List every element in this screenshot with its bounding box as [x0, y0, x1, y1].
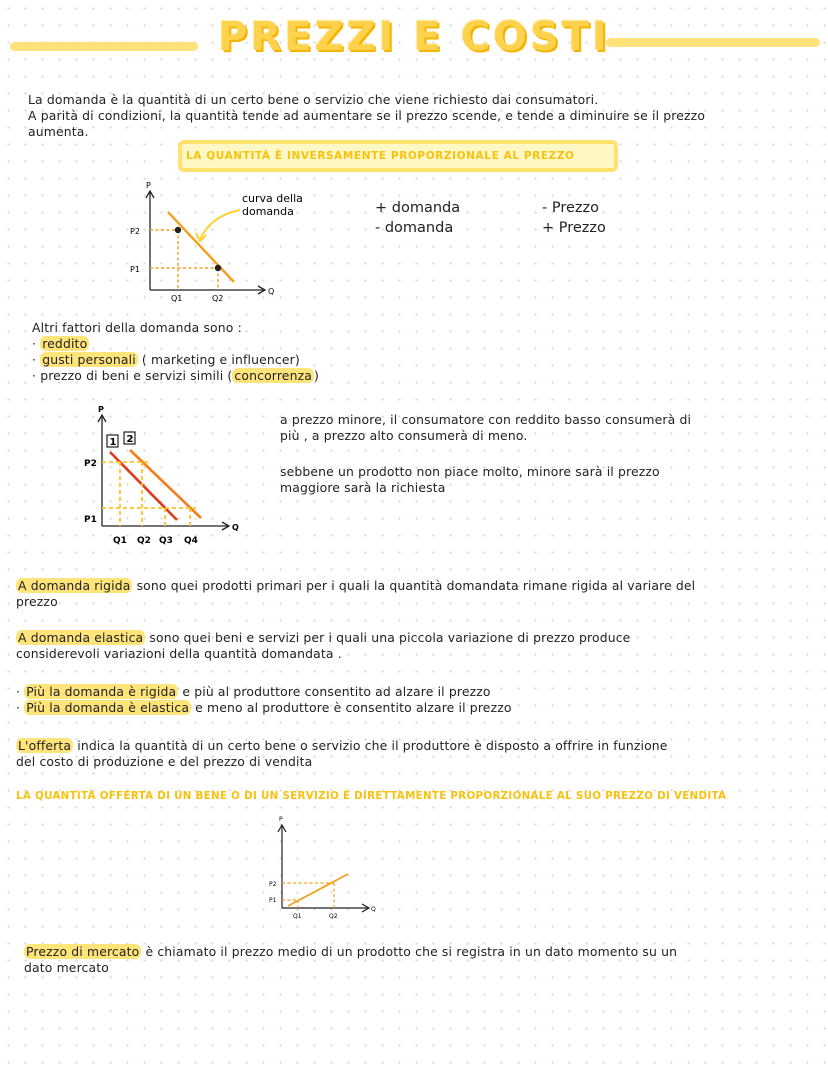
factor-similar-prices: · prezzo di beni e servizi simili ( concorrenza )	[32, 368, 319, 383]
elastic-demand-line-1	[16, 630, 630, 645]
graph1-p1: P1	[130, 265, 140, 274]
rigid-demand-line-2: prezzo	[16, 594, 58, 609]
rigid-demand-line-1	[16, 578, 695, 593]
bullet-elastic: · Più la domanda è elastica e meno al produttore è consentito alzare il prezzo	[16, 700, 512, 715]
bullet-elastic-rest: e meno al produttore è consentito alzare il prezzo	[191, 700, 512, 715]
offer-hl: L'offerta	[18, 738, 72, 753]
factor-competition-hl: concorrenza	[234, 368, 312, 383]
relation-more-demand: + domanda	[375, 200, 461, 216]
intro-line-1: La domanda è la quantità di un certo bene o servizio che viene richiesto dai consumatori.	[28, 92, 599, 107]
market-price-rest: è chiamato il prezzo medio di un prodotto che si registra in un dato momento su un	[141, 944, 678, 959]
demand-curve-graph	[118, 178, 328, 303]
bullet-elastic-hl: Più la domanda è elastica	[26, 700, 190, 715]
graph2-q3: Q3	[159, 536, 173, 546]
graph2-q4: Q4	[184, 536, 198, 546]
graph2-q1: Q1	[113, 536, 127, 546]
banner-inverse-text: LA QUANTITÀ È INVERSAMENTE PROPORZIONALE AL PREZZO	[186, 150, 575, 162]
factor-similar-a: prezzo di beni e servizi simili (	[40, 368, 233, 383]
page-title: PREZZI E COSTI	[218, 14, 610, 60]
graph2-q-label: Q	[232, 523, 239, 532]
elastic-demand-line-2: considerevoli variazioni della quantità domandata .	[16, 646, 342, 661]
explain-a-line-1: a prezzo minore, il consumatore con reddito basso consumerà di	[280, 412, 692, 427]
graph2-p-label: P	[98, 405, 104, 414]
market-price-line-1	[24, 944, 677, 959]
factor-taste: · gusti personali ( marketing e influencer)	[32, 352, 300, 367]
supply-curve-graph	[262, 808, 382, 924]
graph3-p-label: P	[279, 816, 283, 823]
banner-direct-text: LA QUANTITÀ OFFERTA DI UN BENE O DI UN SERVIZIO È DIRETTAMENTE PROPORZIONALE AL SUO PREZZO DI VENDITA	[16, 790, 727, 802]
graph3-q-label: Q	[371, 906, 376, 913]
bullet-rigid-hl: Più la domanda è rigida	[26, 684, 177, 699]
market-price-hl: Prezzo di mercato	[26, 944, 140, 959]
graph3-p2: P2	[269, 881, 277, 888]
factor-taste-rest: ( marketing e influencer)	[137, 352, 300, 367]
graph1-p-label: P	[146, 181, 151, 190]
graph1-p2: P2	[130, 227, 140, 236]
graph1-curve-label-2: domanda	[242, 205, 294, 218]
income-shift-graph	[80, 402, 250, 550]
market-price-line-2: dato mercato	[24, 960, 109, 975]
explain-b-line-1: sebbene un prodotto non piace molto, minore sarà il prezzo	[280, 464, 660, 479]
elastic-demand-rest: sono quei beni e servizi per i quali una piccola variazione di prezzo produce	[145, 630, 631, 645]
graph2-box2: 2	[126, 434, 134, 445]
graph1-q-label: Q	[268, 287, 275, 296]
graph1-q2: Q2	[212, 294, 224, 303]
intro-line-2: A parità di condizioni, la quantità tende ad aumentare se il prezzo scende, e tende a diminuire se il prezzo	[28, 108, 706, 123]
graph1-curve-label-1: curva della	[242, 192, 303, 205]
explain-b-line-2: maggiore sarà la richiesta	[280, 480, 446, 495]
graph2-box1: 1	[109, 437, 117, 448]
relation-less-demand: - domanda	[375, 220, 454, 236]
bullet-rigid: · Più la domanda è rigida e più al produttore consentito ad alzare il prezzo	[16, 684, 491, 699]
graph2-p1: P1	[84, 515, 97, 525]
factor-income: · reddito	[32, 336, 88, 351]
factors-heading: Altri fattori della domanda sono :	[32, 320, 242, 335]
rigid-demand-hl: A domanda rigida	[18, 578, 131, 593]
graph1-q1: Q1	[171, 294, 183, 303]
elastic-demand-hl: A domanda elastica	[18, 630, 144, 645]
graph2-q2: Q2	[137, 536, 151, 546]
graph3-q2: Q2	[329, 913, 338, 920]
offer-rest: indica la quantità di un certo bene o servizio che il produttore è disposto a offrire in funzione	[73, 738, 668, 753]
factor-income-hl: reddito	[42, 336, 88, 351]
intro-line-3: aumenta.	[28, 124, 89, 139]
bullet-rigid-rest: e più al produttore consentito ad alzare il prezzo	[178, 684, 491, 699]
explain-a-line-2: più , a prezzo alto consumerà di meno.	[280, 428, 528, 443]
graph3-q1: Q1	[293, 913, 302, 920]
factor-similar-b: )	[313, 368, 319, 383]
offer-line-1	[16, 738, 668, 753]
relation-less-price: - Prezzo	[542, 200, 599, 216]
offer-line-2: del costo di produzione e del prezzo di vendita	[16, 754, 313, 769]
relation-more-price: + Prezzo	[542, 220, 606, 236]
graph2-p2: P2	[84, 459, 97, 469]
factor-taste-hl: gusti personali	[42, 352, 136, 367]
rigid-demand-rest: sono quei prodotti primari per i quali la quantità domandata rimane rigida al variare del	[132, 578, 696, 593]
graph3-p1: P1	[269, 897, 277, 904]
